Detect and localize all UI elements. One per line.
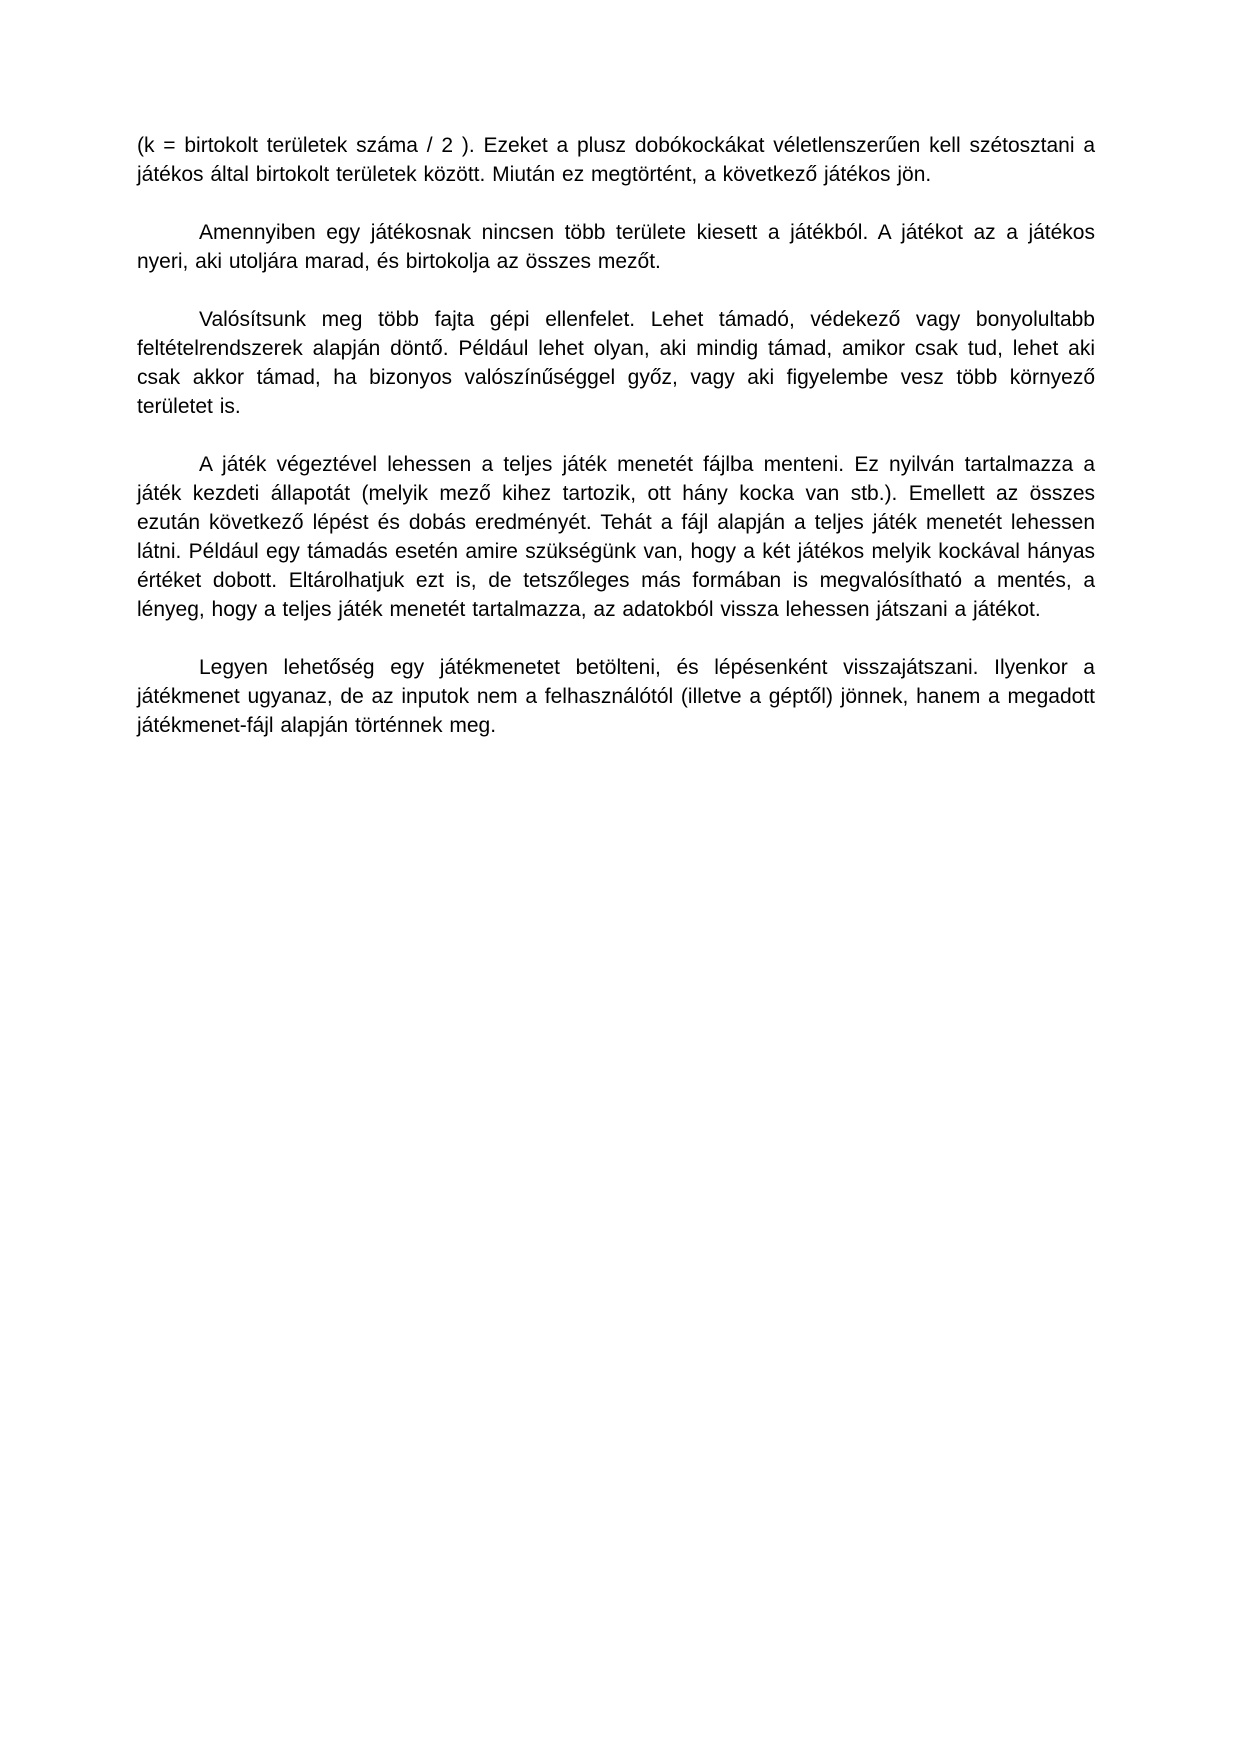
paragraph-save-game-to-file: A játék végeztével lehessen a teljes játék menetét fájlba menteni. Ez nyilván tartalmazza a játék kezdeti állapotát (melyik mező kihez tartozik, ott hány kocka van stb.). Emellett az összes ezután következő lépést és dobás eredményét. Tehát a fájl alapján a teljes játék menetét lehessen látni. Például egy támadás esetén amire szükségünk van, hogy a két játékos melyik kockával hányas értéket dobott. Eltárolhatjuk ezt is, de tetszőleges más formában is megvalósítható a mentés, a lényeg, hogy a teljes játék menetét tartalmazza, az adatokból vissza lehessen játszani a játékot.: [137, 453, 1095, 621]
paragraph-player-elimination: Amennyiben egy játékosnak nincsen több területe kiesett a játékból. A játékot az a játékos nyeri, aki utoljára marad, és birtokolja az összes mezőt.: [137, 221, 1095, 273]
text-block: [137, 131, 1095, 740]
paragraph-ai-opponents: Valósítsunk meg több fajta gépi ellenfelet. Lehet támadó, védekező vagy bonyolultabb feltételrendszerek alapján döntő. Például lehet olyan, aki mindig támad, amikor csak tud, lehet aki csak akkor támad, ha bizonyos valószínűséggel győz, vagy aki figyelembe vesz több környező területet is.: [137, 308, 1095, 418]
paragraph-dice-distribution: (k = birtokolt területek száma / 2 ). Ezeket a plusz dobókockákat véletlenszerűen kell szétosztani a játékos által birtokolt területek között. Miután ez megtörtént, a következő játékos jön.: [137, 134, 1095, 186]
paragraph-replay-game: Legyen lehetőség egy játékmenetet betölteni, és lépésenként visszajátszani. Ilyenkor a játékmenet ugyanaz, de az inputok nem a felhasználótól (illetve a géptől) jönnek, hanem a megadott játékmenet-fájl alapján történnek meg.: [137, 656, 1095, 737]
